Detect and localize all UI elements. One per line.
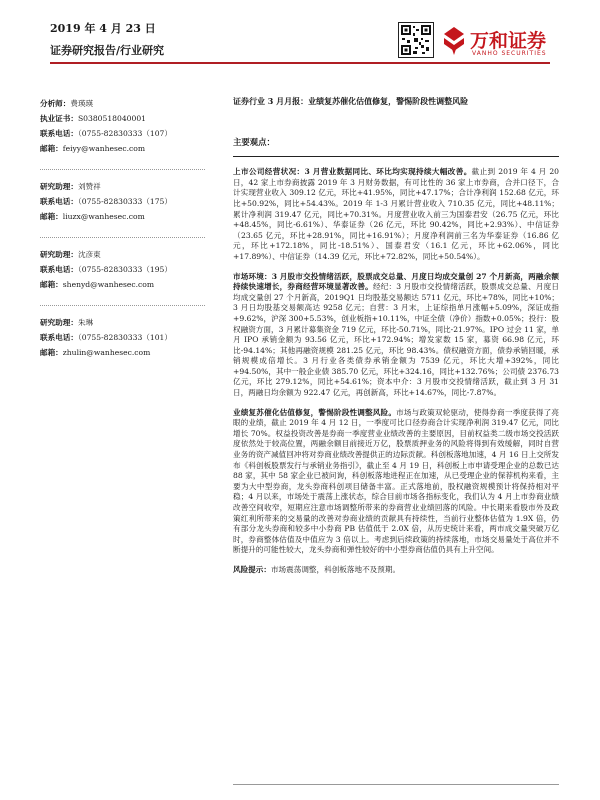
risk-warning-paragraph [233,565,559,576]
summary-heading: 主要观点： [233,136,275,147]
assistant-block-2 [40,247,205,292]
company-logo-icon [442,26,466,56]
assistant-email-link[interactable]: liuzx@wanhesec.com [62,212,145,221]
analyst-license-row: 执业证书：S0380518040001 [40,114,146,123]
valuation-paragraph [233,408,559,556]
assistant-email-row: 邮箱：shenyd@wanhesec.com [40,280,155,289]
assistant-email-link[interactable]: shenyd@wanhesec.com [62,280,155,289]
sidebar-divider [40,169,205,170]
company-logo-text: 万和证券 [470,30,547,52]
footer-divider [233,784,559,785]
analyst-email-link[interactable]: feiyy@wanhesec.com [62,144,146,153]
analyst-phone-row: 联系电话：（0755-82830333（107） [40,129,172,138]
sidebar-divider [40,237,205,238]
qr-code-icon [398,22,434,58]
analyst-email-row: 邮箱：feiyy@wanhesec.com [40,144,146,153]
assistant-phone-row: 联系电话：（0755-82830333（175） [40,197,172,206]
report-title: 证券行业 3 月月报：业绩复苏催化估值修复，警惕阶段性调整风险 [233,96,469,106]
assistant-name-row: 研究助理：刘赞祥 [40,182,101,191]
assistant-email-row: 邮箱：liuzx@wanhesec.com [40,212,145,221]
assistant-block-3 [40,315,205,360]
analyst-name-row: 分析师：费瑛瑛 [40,99,94,108]
paragraph-body: 市场与政策双轮驱动，使得券商一季度获得了亮眼的业绩，截止 2019 年 4 月 12 日，一季度可比口径券商合计实现净利润 319.47 亿元，同比增长 70%。权益投资改善是券商一季度营业业绩改善的主要原因，目前权益类二级市场交投活跃度依然处于较高位置，两融余额目前接近万亿，股票质押业务的风险将得到有效缓解，同时自营业务的资产减值回冲将对券商业绩改善提供正的边际贡献。科创板落地加速，4 月 16 日上交所发布《科创板股票发行与承销业务指引》，截止至 4 月 19 日，科创板上市申请受理企业的总数已达 88 家，其中 58 家企业已被问询，科创板落地进程正在加速，从已受理企业的保荐机构来看，主要为大中型券商，龙头券商科创项目储备丰富。正式落地前，股权融资规模预计将保持相对平稳；4 月以来，市场处于震荡上涨状态，综合目前市场各指标变化，我们认为 4 月上市券商业绩改善空间收窄，短期应注意市场调整所带来的券商营业业绩回落的风险。中长期来看股市外及政策红利所带来的交易量的改善对券商业绩的贡献具有持续性，当前行业整体估值为 1.9X 倍，仍有部分龙头券商和较多中小券商 PB 估值低于 2.0X 倍，从历史统计来看，两市成交量突破万亿时，券商整体估值及中值应为 3 倍以上。考虑到后续政策的持续落地，市场交易量处于高位并不断提升的可能性较大，龙头券商和弹性较好的中小型券商估值仍具有上升空间。 [233,407,560,555]
paragraph-heading: 业绩复苏催化估值修复，警惕阶段性调整风险。 [233,407,397,417]
analyst-block [40,96,205,156]
assistant-phone-row: 联系电话：（0755-82830333（101） [40,333,172,342]
report-date: 2019 年 4 月 23 日 [50,22,156,35]
header-divider [50,62,550,64]
report-body [233,96,559,585]
assistant-email-link[interactable]: zhulin@wanhesec.com [62,348,151,357]
assistant-name-row: 研究助理：朱琳 [40,318,94,327]
company-logo-subtitle: VANHO SECURITIES [472,50,547,57]
assistant-email-row: 邮箱：zhulin@wanhesec.com [40,348,151,357]
operating-status-paragraph [233,167,559,262]
market-environment-paragraph [233,272,559,399]
paragraph-heading: 市场环境：3 月股市交投情绪活跃，股票成交总量、月度日均成交量创 27 个月新高，两融余额持续快速增长，券商经营环境显著改善。 [233,271,559,292]
paragraph-body: 市场震荡调整，科创板落地不及预期。 [270,564,401,574]
report-category: 证券研究报告/行业研究 [50,44,165,57]
paragraph-heading: 风险提示： [233,564,271,574]
assistant-name-row: 研究助理：沈彦東 [40,250,101,259]
assistant-phone-row: 联系电话：（0755-82830333（195） [40,265,172,274]
sidebar-divider [40,305,205,306]
paragraph-heading: 上市公司经营状况：3 月营业数据同比、环比均实现持续大幅改善。 [233,167,472,177]
paragraph-body: 截止到 2019 年 4 月 20 日，42 家上市券商披露 2019 年 3 月财务数据，有可比性的 36 家上市券商，合并口径下，合计实现营业收入 309.12 亿元，环比+41.95%，同比+47.17%；合计净利润 152.68 亿元，环比+50.92%，同比+54.43%。2019 年 1-3 月累计营业收入 710.35 亿元，同比+48.11%；累计净利润 319.47 亿元，同比+70.31%。月度营业收入前三为国泰君安（26.75 亿元，环比+48.45%，同比-6.61%）、华泰证券（26 亿元，环比 90.42%，同比+2.93%）、中信证券（23.65 亿元，环比+28.91%，同比+16.91%）；月度净利润前三名为华泰证券（16.86 亿元，环比+172.18%，同比-18.51%）、国泰君安（16.1 亿元，环比+62.06%，同比+17.89%）、中信证券（14.39 亿元，环比+72.82%，同比+50.54%）。 [233,167,559,261]
paragraph-body: 经纪：3 月股市交投情绪活跃，股票成交总量、月度日均成交量创 27 个月新高，2019Q1 日均股基交易额达 5711 亿元，环比+78%，同比+10%；3 月日均股基交易额高达 9258 亿元；自营：3 月末，上证综指单月涨幅+5.09%，深证成指+9.62%，沪深 300+5.53%，创业板指+10.11%，中证全债（净价）指数+0.05%；投行：股权融资方面，3 月累计募集资金 719 亿元，环比-50.71%，同比-21.97%。IPO 过会 11 家，单月 IPO 承销金额为 93.56 亿元，环比+172.94%；增发家数 15 家，募资 66.98 亿元，环比-94.14%；其他再融资规模 281.25 亿元，环比 98.43%。债权融资方面，债券承销回暖，承销规模成倍增长。3 月行业各类债券承销金额为 7539 亿元，环比大增+392%，同比+94.50%，其中一般企业债 385.70 亿元，环比+324.16，同比+132.76%；公司债 2376.73 亿元，环比 279.12%，同比+54.61%；资本中介：3 月股市交投情绪活跃，截止到 3 月 31 日，两融日均余额为 922.47 亿元，再创新高，环比+14.67%，同比-7.87%。 [233,282,559,398]
assistant-block-1 [40,179,205,224]
summary-divider [233,156,559,157]
analyst-contacts [40,96,205,373]
